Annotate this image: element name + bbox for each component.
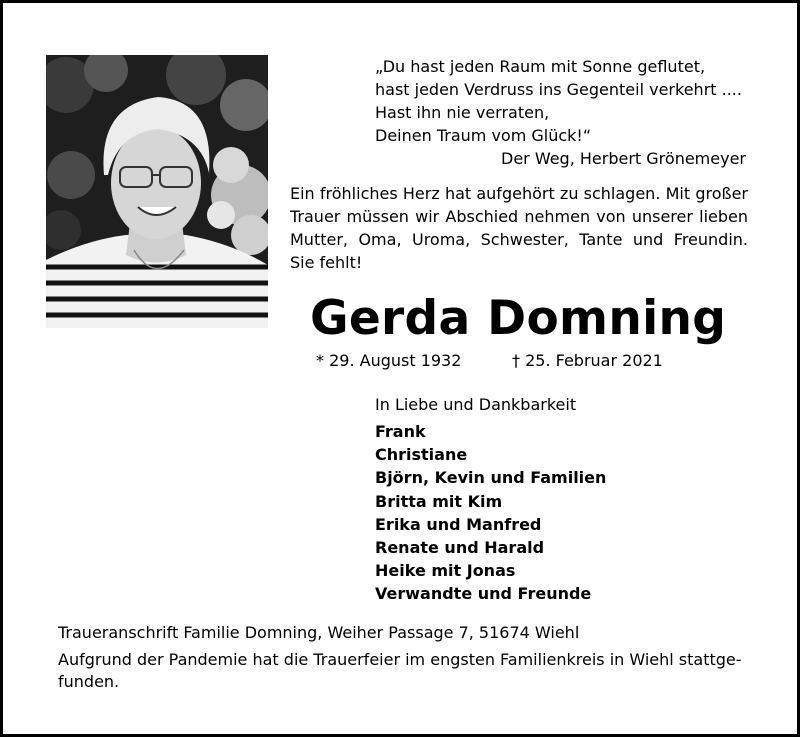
birth-date: * 29. August 1932 [316,351,462,370]
portrait-photo [46,55,268,328]
mourner-name: Frank [375,422,426,441]
mourner-name: Christiane [375,445,468,465]
funeral-note [58,649,742,693]
mourner-name: Verwandte und Freunde [375,584,592,604]
death-date: † 25. Februar 2021 [512,351,663,370]
intro-text [290,182,748,274]
mourner-name: Erika und Manfred [375,514,542,534]
mourning-address: Traueranschrift Familie Domning, Weiher Passage 7, 51674 Wiehl [58,623,580,642]
quote-line: Deinen Traum vom Glück!“ [375,126,592,145]
mourner-name: Heike mit Jonas [375,561,516,581]
quote-line: Hast ihn nie verraten, [375,103,550,122]
deceased-name: Gerda Domning [310,291,727,346]
intro-line: Ein fröhliches Herz hat aufgehört zu schlagen. Mit großer [290,184,748,203]
intro-line: Sie fehlt! [290,253,363,272]
quote-line: „Du hast jeden Raum mit Sonne geflutet, [375,57,706,76]
quote-line: hast jeden Verdruss ins Gegenteil verkehrt .... [375,80,742,99]
mourner-name: Britta mit Kim [375,491,503,511]
note-line: Aufgrund der Pandemie hat die Trauerfeier im engsten Familienkreis in Wiehl stattge- [58,650,742,669]
intro-line: Mutter, Oma, Uroma, Schwester, Tante und Freundin. [290,230,748,249]
quote-block [375,55,746,170]
mourner-name: Björn, Kevin und Familien [375,468,607,488]
note-line: funden. [58,672,120,691]
mourners-list [375,420,606,606]
intro-line: Trauer müssen wir Abschied nehmen von unserer lieben [290,207,748,226]
quote-source: Der Weg, Herbert Grönemeyer [501,149,746,168]
mourner-name: Renate und Harald [375,537,545,557]
thanks-line: In Liebe und Dankbarkeit [375,395,577,414]
